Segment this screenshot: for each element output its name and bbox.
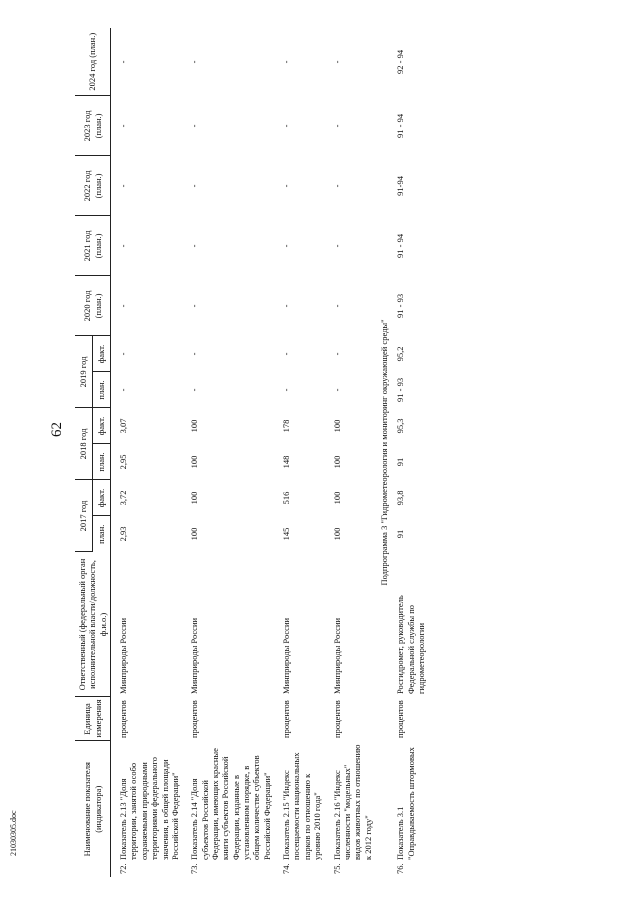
value-2018-fact: 95,3 [395, 418, 406, 434]
header-2023: 2023 год (план.) [75, 96, 111, 156]
value-2018-fact: 178 [281, 419, 292, 433]
document-code: 21030305.doc [9, 810, 18, 856]
page-number: 62 [49, 422, 65, 437]
table-row [274, 28, 324, 877]
value-2020: - [281, 304, 292, 308]
header-fact: факт. [92, 480, 110, 516]
table-row [111, 28, 183, 877]
header-2020: 2020 год (план.) [75, 276, 111, 336]
header-2017: 2017 год [75, 480, 92, 552]
value-2017-plan: 91 [395, 529, 406, 539]
indicators-table [75, 28, 428, 877]
header-plan: план. [92, 444, 110, 480]
value-2019-fact: - [281, 352, 292, 356]
value-2019-fact: - [189, 352, 200, 356]
unit-cell: процентов [118, 700, 129, 738]
value-2017-fact: 100 [189, 491, 200, 505]
row-number: 73. [189, 863, 200, 874]
header-2018: 2018 год [75, 408, 92, 480]
value-2018-plan: 100 [331, 455, 342, 469]
header-2021: 2021 год (план.) [75, 216, 111, 276]
value-2019-plan: 91 - 93 [395, 377, 406, 402]
unit-cell: процентов [331, 700, 342, 738]
header-fact: факт. [92, 408, 110, 444]
value-2019-plan: - [118, 388, 129, 392]
value-2021: - [281, 244, 292, 248]
row-number: 72. [118, 863, 129, 874]
responsible-cell: Минприроды России [281, 617, 292, 694]
value-2024: - [118, 60, 129, 64]
table-row [182, 28, 274, 877]
value-2022: - [189, 184, 200, 188]
value-2024: - [281, 60, 292, 64]
indicator-name: Показатель 2.16 "Индекс численности "модельных" видов животных по отношению к 2012 году" [331, 744, 373, 860]
value-2021: 91 - 94 [395, 233, 406, 258]
value-2022: - [281, 184, 292, 188]
value-2017-fact: 100 [331, 491, 342, 505]
value-2018-plan: 148 [281, 455, 292, 469]
value-2021: - [331, 244, 342, 248]
value-2023: - [189, 124, 200, 128]
value-2018-plan: 100 [189, 455, 200, 469]
value-2019-fact: - [331, 352, 342, 356]
row-number: 76. [395, 863, 406, 874]
unit-cell: процентов [281, 700, 292, 738]
value-2023: - [281, 124, 292, 128]
table-row [393, 28, 428, 877]
header-plan: план. [92, 516, 110, 552]
header-responsible: Ответственный (федеральный орган исполнительной власти/должность, ф.и.о.) [75, 552, 111, 697]
value-2022: 91-94 [395, 176, 406, 196]
responsible-cell: Росгидромет, руководитель Федеральной службы по гидрометеорологии [395, 595, 427, 694]
value-2017-plan: 100 [331, 527, 342, 541]
header-2022: 2022 год (план.) [75, 156, 111, 216]
unit-cell: процентов [189, 700, 200, 738]
value-2024: - [189, 60, 200, 64]
value-2017-plan: 2,93 [118, 526, 129, 542]
value-2019-plan: - [331, 388, 342, 392]
value-2018-plan: 2,95 [118, 454, 129, 470]
value-2020: 91 - 93 [395, 293, 406, 318]
value-2017-plan: 100 [189, 527, 200, 541]
header-plan: план. [92, 372, 110, 408]
indicator-name: Показатель 2.14 "Доля субъектов Российской Федерации, имеющих красные книги субъектов Российской Федерации, изданные в установленном порядке, в общем количестве субъектов Российской Федерации" [189, 748, 272, 860]
value-2017-fact: 93,8 [395, 490, 406, 506]
value-2023: - [331, 124, 342, 128]
value-2017-fact: 516 [281, 491, 292, 505]
value-2023: - [118, 124, 129, 128]
value-2020: - [189, 304, 200, 308]
value-2017-plan: 145 [281, 527, 292, 541]
header-2024: 2024 год (план.) [75, 28, 111, 96]
value-2020: - [331, 304, 342, 308]
value-2021: - [189, 244, 200, 248]
value-2019-plan: - [281, 388, 292, 392]
value-2019-fact: 95,2 [395, 346, 406, 362]
value-2020: - [118, 304, 129, 308]
value-2021: - [118, 244, 129, 248]
header-2019: 2019 год [75, 336, 92, 408]
value-2024: 92 - 94 [395, 49, 406, 74]
table-row [325, 28, 375, 877]
row-number: 75. [331, 863, 342, 874]
value-2019-plan: - [189, 388, 200, 392]
subprogram-title: Подпрограмма 3 "Гидрометеорология и мониторинг окружающей среды" [378, 319, 389, 586]
value-2018-plan: 91 [395, 457, 406, 467]
value-2017-fact: 3,72 [118, 490, 129, 506]
value-2023: 91 - 94 [395, 113, 406, 138]
header-fact: факт. [92, 336, 110, 372]
value-2018-fact: 100 [189, 419, 200, 433]
responsible-cell: Минприроды России [118, 617, 129, 694]
value-2019-fact: - [118, 352, 129, 356]
row-number: 74. [281, 863, 292, 874]
indicator-name: Показатель 2.15 "Индекс посещаемости национальных парков по отношению к уровню 2010 года" [281, 752, 323, 860]
header-name: Наименование показателя (индикатора) [75, 741, 111, 877]
responsible-cell: Минприроды России [331, 617, 342, 694]
indicator-name: Показатель 2.13 "Доля территории, занятой особо охраняемыми природными территориями федерального значения, в общей площади Российской Федерации" [118, 757, 180, 860]
subprogram-row [375, 28, 393, 877]
unit-cell: процентов [395, 700, 406, 738]
indicator-name: Показатель 3.1 "Оправдываемость штормовых [395, 747, 416, 860]
value-2024: - [331, 60, 342, 64]
header-unit: Единица измерения [75, 697, 111, 741]
value-2018-fact: 3,07 [118, 418, 129, 434]
value-2022: - [331, 184, 342, 188]
value-2022: - [118, 184, 129, 188]
value-2018-fact: 100 [331, 419, 342, 433]
responsible-cell: Минприроды России [189, 617, 200, 694]
rotated-table-container [75, 32, 600, 877]
